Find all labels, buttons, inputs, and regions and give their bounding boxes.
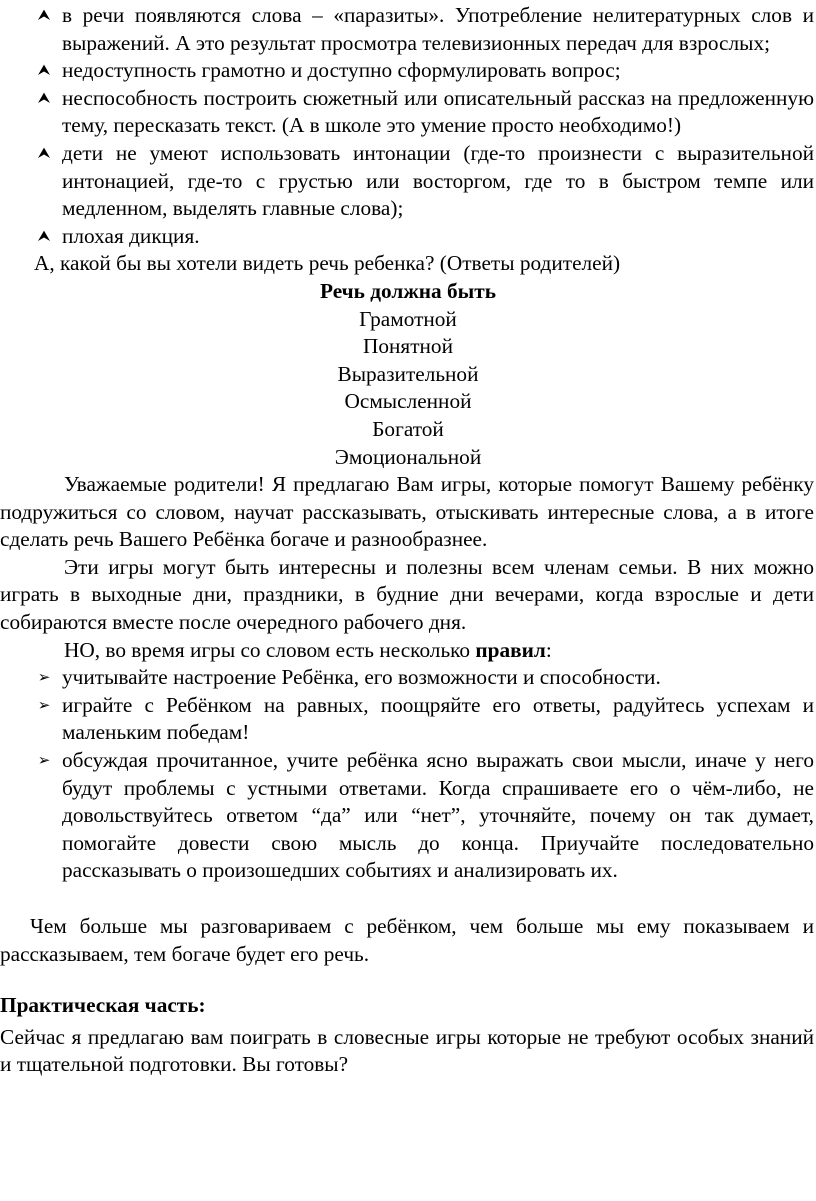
speech-quality: Грамотной (359, 306, 457, 331)
speech-heading: Речь должна быть (319, 278, 497, 303)
caret-up-icon: ⮝ (37, 143, 51, 162)
paragraph-conclusion: Чем больше мы разговариваем с ребёнком, чем больше мы ему показываем и рассказываем, тем богаче будет его речь. (0, 914, 814, 966)
speech-quality: Понятной (363, 334, 453, 359)
practical-heading: Практическая часть: (0, 993, 206, 1018)
arrow-right-icon: ➢ (37, 751, 51, 770)
document-page (0, 2, 816, 1079)
rules-intro: НО, во время игры со словом есть несколько правил: (64, 637, 552, 662)
practical-text: Сейчас я предлагаю вам поиграть в словесные игры которые не требуют особых знаний и тщательной подготовки. Вы готовы? (0, 1024, 814, 1077)
caret-up-icon: ⮝ (37, 6, 51, 24)
paragraph-games: Эти игры могут быть интересны и полезны всем членам семьи. В них можно играть в выходные дни, праздники, в будние дни вечерами, когда взрослые и дети собираются вместе после очередного рабочего дня. (0, 554, 814, 635)
speech-quality: Осмысленной (344, 389, 472, 414)
list-item: ⮝ недоступность грамотно и доступно сформулировать вопрос; (0, 57, 816, 85)
arrow-right-icon: ➢ (37, 668, 51, 687)
caret-up-icon: ⮝ (37, 88, 51, 107)
caret-up-icon: ⮝ (37, 226, 51, 245)
paragraph-parents: Уважаемые родители! Я предлагаю Вам игры, которые помогут Вашему ребёнку подружиться со словом, научат рассказывать, отыскивать интересные слова, а в итоге сделать речь Вашего Ребёнка богаче и разнообразнее. (0, 472, 814, 552)
arrow-right-icon: ➢ (37, 695, 51, 714)
parents-question: А, какой бы вы хотели видеть речь ребенка? (Ответы родителей) (34, 251, 621, 276)
list-item: ⮝ плохая дикция. (0, 223, 816, 251)
speech-quality: Эмоциональной (334, 444, 482, 469)
list-item: ➢ играйте с Ребёнком на равных, поощряйте его ответы, радуйтесь успехам и маленьким победам! (0, 692, 816, 747)
speech-quality: Выразительной (337, 361, 479, 386)
problems-list (0, 2, 816, 250)
rules-list (0, 664, 816, 885)
list-item: ⮝ дети не умеют использовать интонации (где-то произнести с выразительной интонацией, где-то с грустью или восторгом, где то в быстром темпе или медленном, выделять главные слова); (0, 140, 816, 223)
list-item: ➢ обсуждая прочитанное, учите ребёнка ясно выражать свои мысли, иначе у него будут проблемы с устными ответами. Когда спрашиваете его о чём-либо, не довольствуйтесь ответом “да” или “нет”, уточняйте, почему он так думает, помогайте довести свою мысль до конца. Приучайте последовательно рассказывать о произошедших событиях и анализировать их. (0, 747, 816, 885)
speech-quality: Богатой (372, 416, 444, 441)
caret-up-icon: ⮝ (37, 61, 51, 80)
list-item: ⮝ в речи появляются слова – «паразиты». Употребление нелитературных слов и выражений. А это результат просмотра телевизионных передач для взрослых; (0, 2, 816, 57)
list-item: ➢ учитывайте настроение Ребёнка, его возможности и способности. (0, 664, 816, 692)
list-item: ⮝ неспособность построить сюжетный или описательный рассказ на предложенную тему, пересказать текст. (А в школе это умение просто необходимо!) (0, 85, 816, 140)
